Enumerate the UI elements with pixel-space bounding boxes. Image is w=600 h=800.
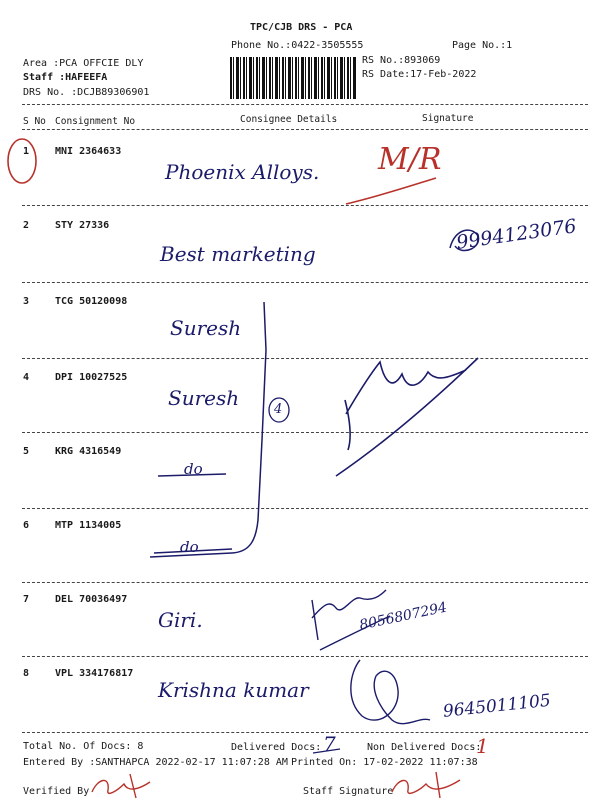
row-2-signature: 9994123076 [455, 215, 578, 254]
drs-number: DRS No. :DCJB89306901 [23, 87, 150, 98]
row-5-ditto-stroke [158, 474, 226, 476]
row-2-signature-mark [450, 230, 479, 250]
row-4-consignment: DPI 10027525 [55, 372, 128, 383]
row-2-consignee: Best marketing [160, 242, 316, 266]
row-8-signature [351, 660, 430, 724]
document-title: TPC/CJB DRS - PCA [250, 22, 353, 33]
total-docs: Total No. Of Docs: 8 [23, 741, 144, 752]
row-2-sno: 2 [23, 220, 30, 231]
col-consignment-no: Consignment No [55, 116, 136, 127]
non-delivered-docs-count: 1 [476, 734, 489, 758]
group-bracket-line [150, 302, 266, 557]
row-4-signature [336, 358, 478, 476]
row-7-consignee: Giri. [158, 608, 203, 632]
row-3-sno: 3 [23, 296, 30, 307]
phone-number: Phone No.:0422-3505555 [231, 40, 364, 51]
row-4-sno: 4 [23, 372, 30, 383]
row-7-sno: 7 [23, 594, 30, 605]
printed-on: Printed On: 17-02-2022 11:07:38 [291, 757, 478, 768]
group-count-circle [269, 398, 289, 422]
row-7-phone: 8056807294 [358, 599, 449, 634]
rs-number: RS No.:893069 [362, 55, 441, 66]
row-3-consignment: TCG 50120098 [55, 296, 128, 307]
row-8-phone: 9645011105 [442, 690, 552, 722]
page-number: Page No.:1 [452, 40, 513, 51]
row-8-consignee: Krishna kumar [158, 678, 309, 702]
row-7-consignment: DEL 70036497 [55, 594, 128, 605]
row-1-circle-mark [8, 139, 36, 183]
delivered-count-underline [313, 749, 340, 753]
delivered-docs-label: Delivered Docs: [231, 742, 322, 753]
row-6-consignment: MTP 1134005 [55, 520, 122, 531]
non-delivered-docs-label: Non Delivered Docs: [367, 742, 482, 753]
rs-date: RS Date:17-Feb-2022 [362, 69, 477, 80]
row-8-consignment: VPL 334176817 [55, 668, 134, 679]
area-field: Area :PCA OFFCIE DLY [23, 58, 144, 69]
row-4-consignee: Suresh [168, 386, 240, 410]
row-1-consignee: Phoenix Alloys. [165, 160, 320, 184]
verified-by-signature [92, 774, 150, 798]
group-count: 4 [274, 402, 283, 417]
row-3-consignee: Suresh [170, 316, 242, 340]
delivered-docs-count: 7 [323, 732, 336, 756]
row-1-signature-underline [346, 178, 436, 204]
staff-signature-label: Staff Signature [303, 786, 394, 797]
staff-signature [392, 772, 460, 798]
entered-by: Entered By :SANTHAPCA 2022-02-17 11:07:28 AM [23, 757, 288, 768]
col-consignee-details: Consignee Details [240, 114, 338, 125]
row-6-consignee: do [180, 538, 199, 556]
row-5-consignee: do [184, 460, 203, 478]
staff-field: Staff :HAFEEFA [23, 72, 108, 83]
row-6-ditto-stroke [154, 549, 232, 553]
col-signature: Signature [422, 113, 474, 124]
verified-by-label: Verified By [23, 786, 90, 797]
row-6-sno: 6 [23, 520, 30, 531]
row-1-sno: 1 [23, 146, 30, 157]
col-s-no: S No [23, 116, 46, 127]
row-2-consignment: STY 27336 [55, 220, 110, 231]
row-5-consignment: KRG 4316549 [55, 446, 122, 457]
row-1-consignment: MNI 2364633 [55, 146, 122, 157]
row-1-signature: M/R [378, 142, 442, 177]
row-5-sno: 5 [23, 446, 30, 457]
row-8-sno: 8 [23, 668, 30, 679]
row-7-signature [312, 590, 390, 650]
